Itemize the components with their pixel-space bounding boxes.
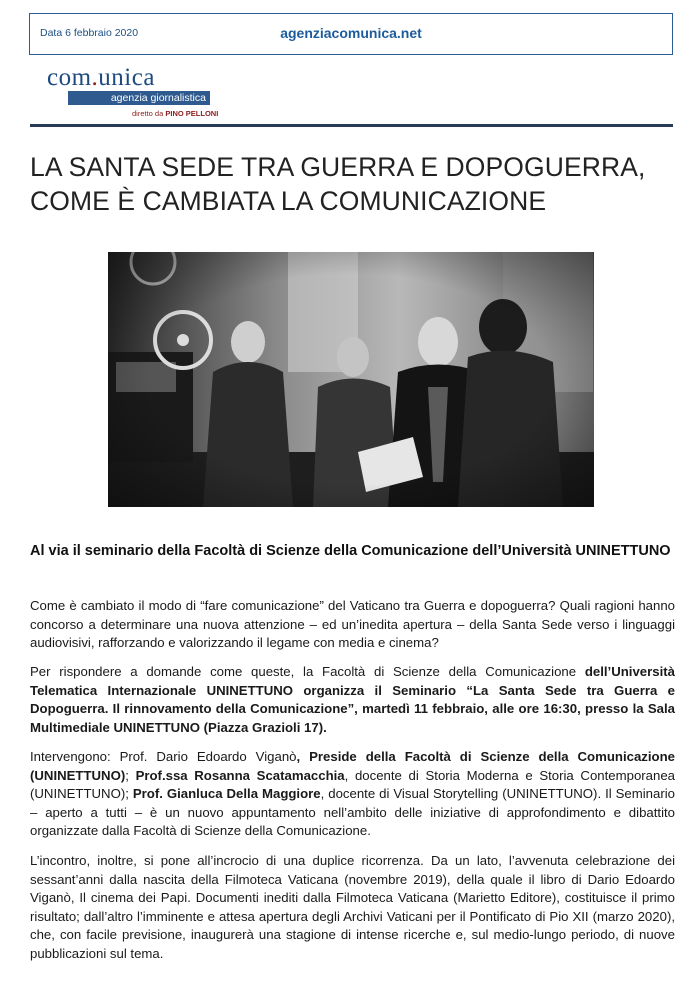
article-subtitle: Al via il seminario della Facoltà di Scienze della Comunicazione dell’Università UNINETTUNO <box>30 543 671 559</box>
comunica-logo[interactable] <box>44 64 219 122</box>
article-title: LA SANTA SEDE TRA GUERRA E DOPOGUERRA, COME È CAMBIATA LA COMUNICAZIONE <box>30 152 646 216</box>
paragraph-1: Come è cambiato il modo di “fare comunicazione” del Vaticano tra Guerra e dopoguerra? Quali ragioni hanno concorso a determinare una nuova attenzione – ed un’inedita apertura – della Santa Sede verso i linguaggi audiovisivi, rafforzando e valorizzando il legame con media e cinema? <box>30 598 675 650</box>
paragraph-3: Intervengono: Prof. Dario Edoardo Viganò, Preside della Facoltà di Scienze della Comunicazione (UNINETTUNO); Prof.ssa Rosanna Scatamacchia, docente di Storia Moderna e Storia Contemporanea (UNINETTUNO); Prof. Gianluca Della Maggiore, docente di Visual Storytelling (UNINETTUNO). Il Seminario – aperto a tutti – è un nuovo appuntamento nell’ambito delle iniziative di approfondimento e dibattito organizzate dalla Facoltà di Scienze della Comunicazione. <box>30 749 676 838</box>
logo-tagline: agenzia giornalistica <box>68 91 210 105</box>
site-link[interactable]: agenziacomunica.net <box>280 25 422 41</box>
archive-photo-image <box>108 252 594 507</box>
publication-date: Data 6 febbraio 2020 <box>40 27 139 39</box>
header-box <box>29 13 673 55</box>
logo-wordmark: com.unica <box>47 64 155 91</box>
paragraph-2: Per rispondere a domande come queste, la Facoltà di Scienze della Comunicazione dell’Università Telematica Internazionale UNINETTUNO organizza il Seminario “La Santa Sede tra Guerra e Dopoguerra. Il rinnovamento della Comunicazione”, martedì 11 febbraio, alle ore 16:30, presso la Sala Multimediale UNINETTUNO (Piazza Grazioli 17). <box>30 664 675 735</box>
article-photo <box>108 252 594 507</box>
logo-director: diretto da PINO PELLONI <box>132 109 219 118</box>
header-rule <box>30 124 673 127</box>
paragraph-2-bold: dell’Università Telematica Internazionale UNINETTUNO organizza il Seminario “La Santa Sede tra Guerra e Dopoguerra. Il rinnovamento della Comunicazione”, martedì 11 febbraio, alle ore 16:30, presso la Sala Multimediale UNINETTUNO (Piazza Grazioli 17). <box>30 664 675 735</box>
paragraph-4: L’incontro, inoltre, si pone all’incrocio di una duplice ricorrenza. Da un lato, l’avvenuta celebrazione dei sessant’anni dalla nascita della Filmoteca Vaticana (novembre 2019), della quale il libro di Dario Edoardo Viganò, Il cinema dei Papi. Documenti inediti dalla Filmoteca Vaticana (Marietto Editore), costituisce il primo risultato; dall’altro l’imminente e attesa apertura degli Archivi Vaticani per il Pontificato di Pio XII (marzo 2020), che, con facile previsione, inaugurerà una stagione di intense ricerche e, sul medio-lungo periodo, di nuove pubblicazioni sul tema. <box>30 853 675 961</box>
